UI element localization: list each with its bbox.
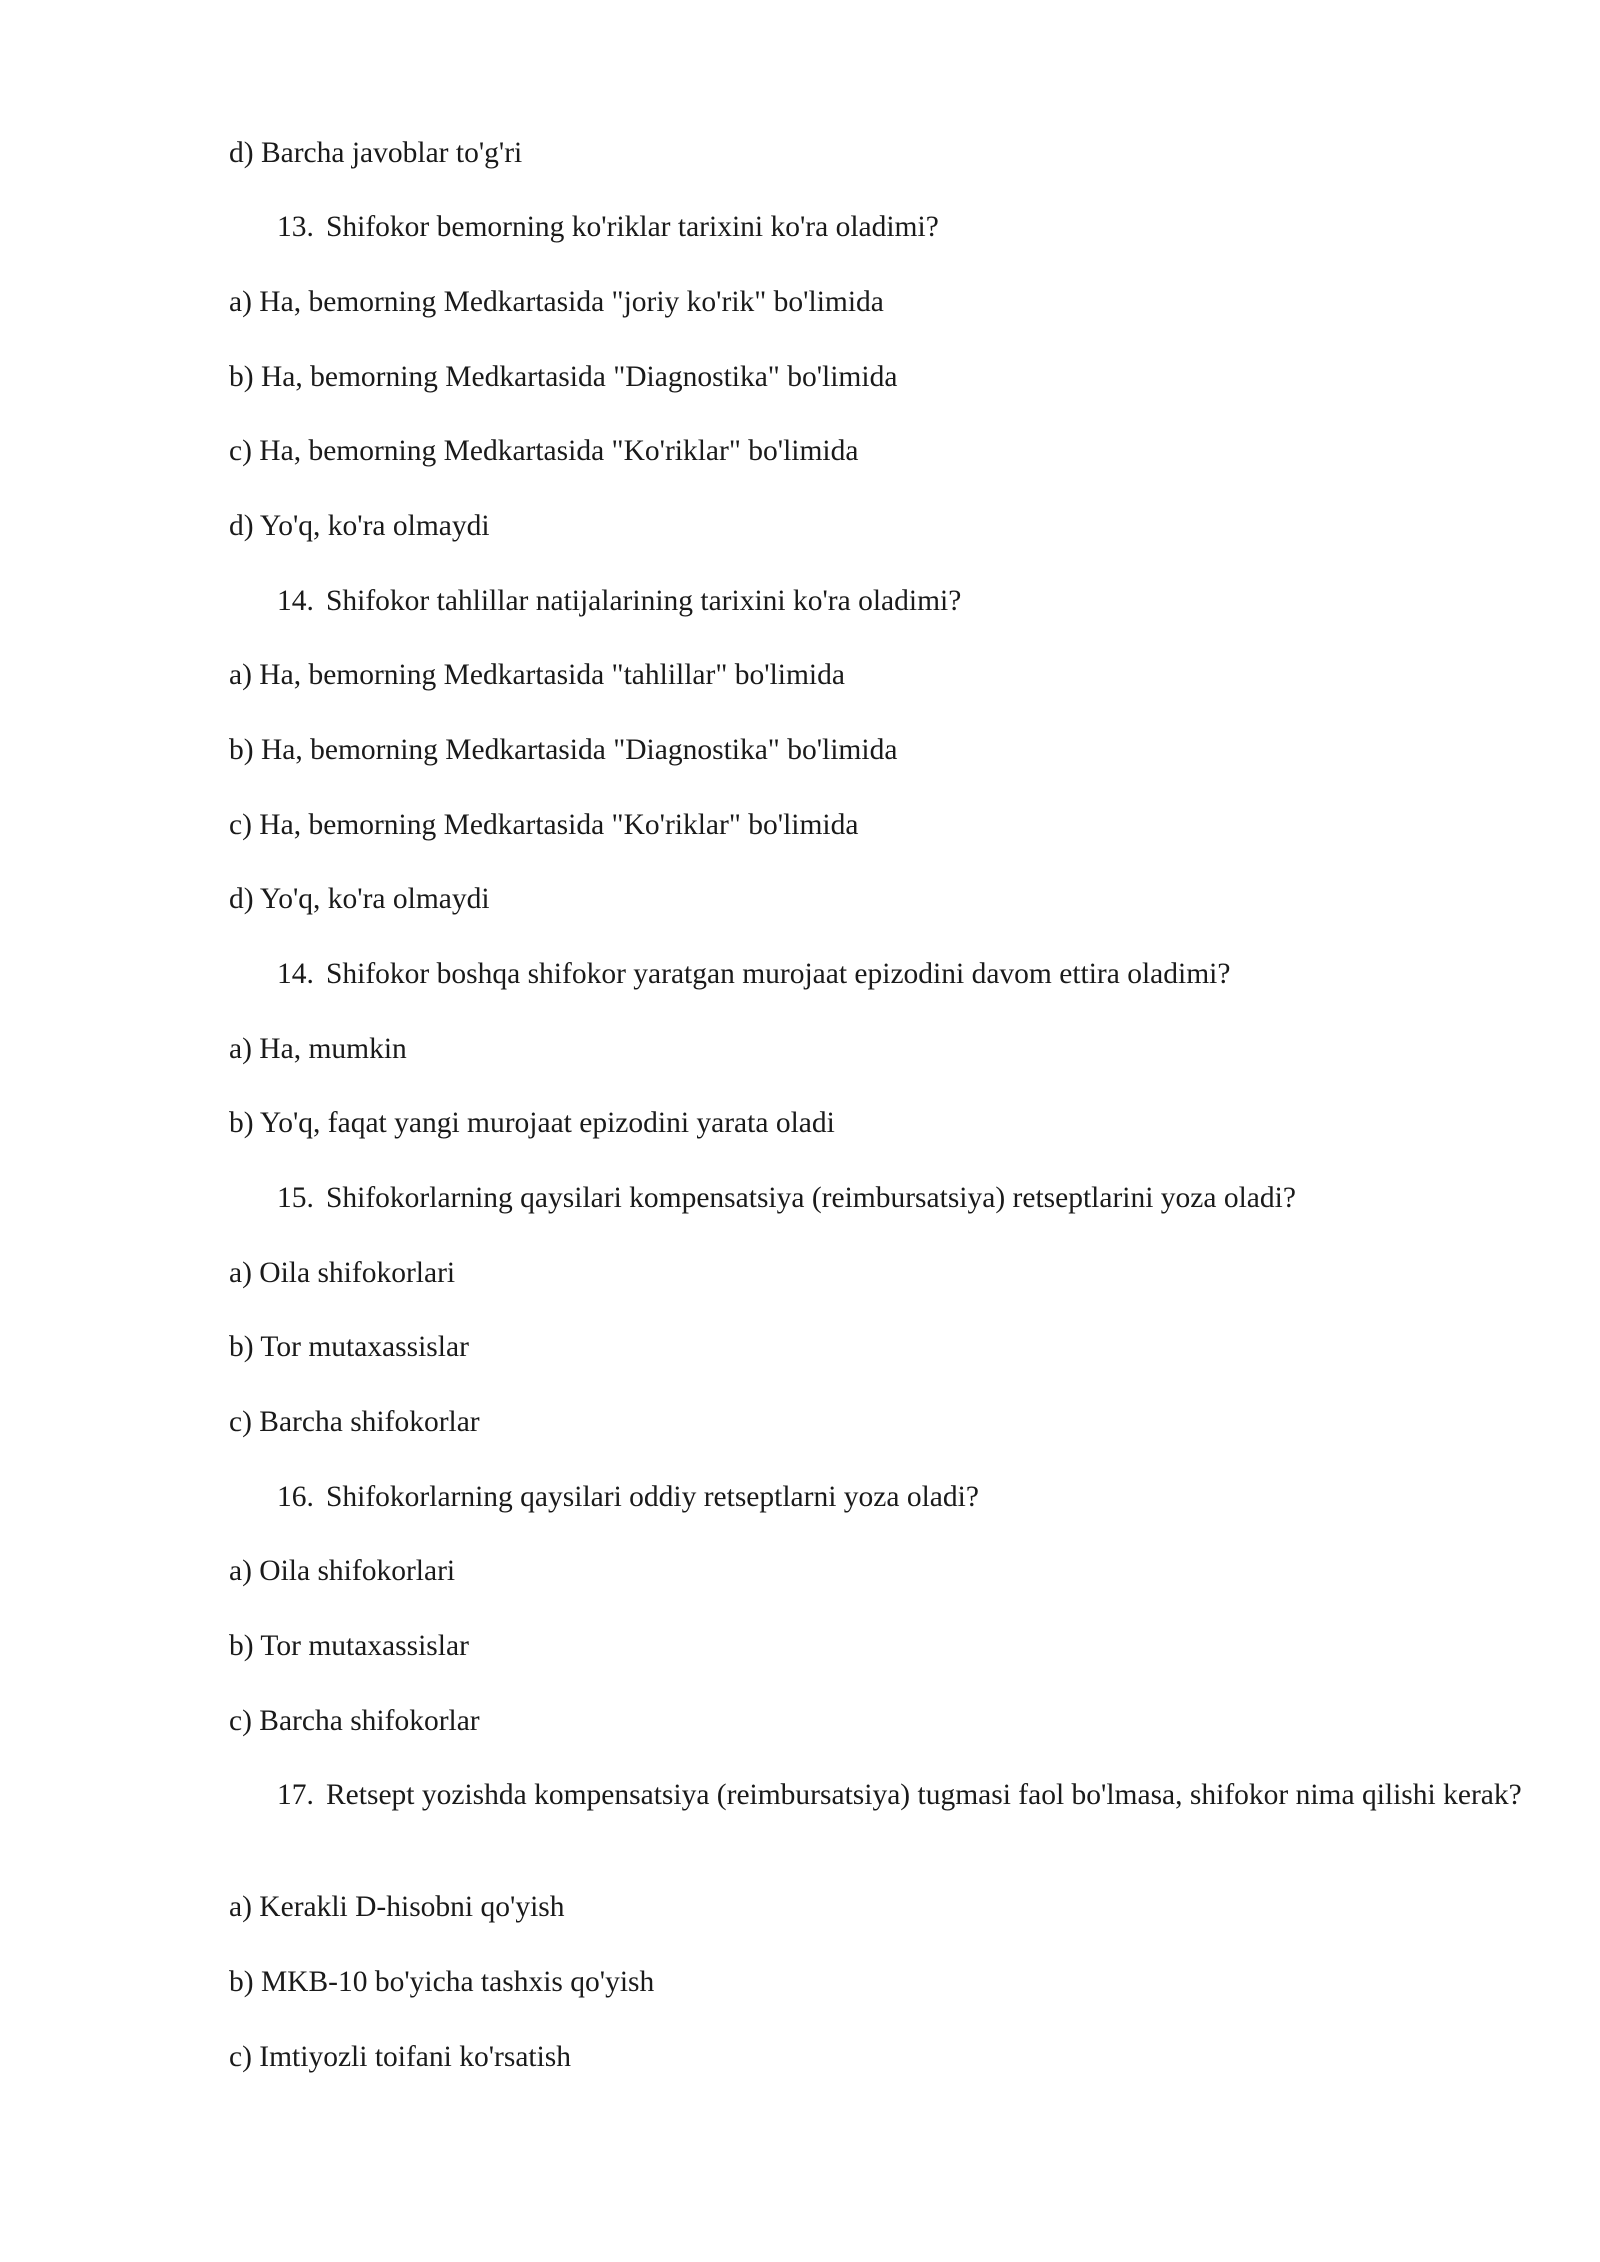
question-number: 17. bbox=[277, 1779, 314, 1811]
question-number: 15. bbox=[277, 1182, 314, 1214]
answer-option: a) Ha, bemorning Medkartasida "tahlillar" bo'limida bbox=[229, 659, 845, 691]
question-text: Shifokorlarning qaysilari kompensatsiya (reimbursatsiya) retseptlarini yoza oladi? bbox=[326, 1182, 1296, 1214]
answer-option: b) Tor mutaxassislar bbox=[229, 1331, 469, 1363]
question bbox=[277, 955, 1526, 993]
question-number: 14. bbox=[277, 958, 314, 990]
answer-option: b) Tor mutaxassislar bbox=[229, 1630, 469, 1662]
answer-option: c) Ha, bemorning Medkartasida "Ko'riklar" bo'limida bbox=[229, 809, 859, 841]
question bbox=[277, 1179, 1526, 1217]
question bbox=[277, 1776, 1526, 1814]
answer-option: c) Barcha shifokorlar bbox=[229, 1406, 480, 1438]
question bbox=[277, 1478, 1526, 1516]
answer-option: b) MKB-10 bo'yicha tashxis qo'yish bbox=[229, 1966, 655, 1998]
answer-option: d) Yo'q, ko'ra olmaydi bbox=[229, 510, 490, 542]
answer-option: c) Ha, bemorning Medkartasida "Ko'riklar" bo'limida bbox=[229, 435, 859, 467]
answer-option: b) Ha, bemorning Medkartasida "Diagnostika" bo'limida bbox=[229, 734, 898, 766]
answer-option: c) Barcha shifokorlar bbox=[229, 1705, 480, 1737]
question-text: Shifokor bemorning ko'riklar tarixini ko'ra oladimi? bbox=[326, 211, 939, 243]
question-number: 16. bbox=[277, 1481, 314, 1513]
question-text: Shifokor boshqa shifokor yaratgan murojaat epizodini davom ettira oladimi? bbox=[326, 958, 1231, 990]
answer-option: c) Imtiyozli toifani ko'rsatish bbox=[229, 2041, 572, 2073]
question-number: 14. bbox=[277, 585, 314, 617]
answer-option: d) Barcha javoblar to'g'ri bbox=[229, 137, 523, 169]
question-number: 13. bbox=[277, 211, 314, 243]
answer-option: a) Oila shifokorlari bbox=[229, 1555, 456, 1587]
answer-option: b) Ha, bemorning Medkartasida "Diagnostika" bo'limida bbox=[229, 361, 898, 393]
answer-option: a) Ha, mumkin bbox=[229, 1033, 407, 1065]
question-text: Retsept yozishda kompensatsiya (reimbursatsiya) tugmasi faol bo'lmasa, shifokor nima qilishi kerak? bbox=[326, 1779, 1522, 1811]
answer-option: b) Yo'q, faqat yangi murojaat epizodini yarata oladi bbox=[229, 1107, 835, 1139]
question-text: Shifokor tahlillar natijalarining tarixini ko'ra oladimi? bbox=[326, 585, 962, 617]
question bbox=[277, 582, 1526, 620]
answer-option: a) Oila shifokorlari bbox=[229, 1257, 456, 1289]
question-text: Shifokorlarning qaysilari oddiy retseptlarni yoza oladi? bbox=[326, 1481, 979, 1513]
answer-option: a) Ha, bemorning Medkartasida "joriy ko'rik" bo'limida bbox=[229, 286, 884, 318]
question bbox=[277, 208, 1526, 246]
answer-option: d) Yo'q, ko'ra olmaydi bbox=[229, 883, 490, 915]
answer-option: a) Kerakli D-hisobni qo'yish bbox=[229, 1891, 565, 1923]
